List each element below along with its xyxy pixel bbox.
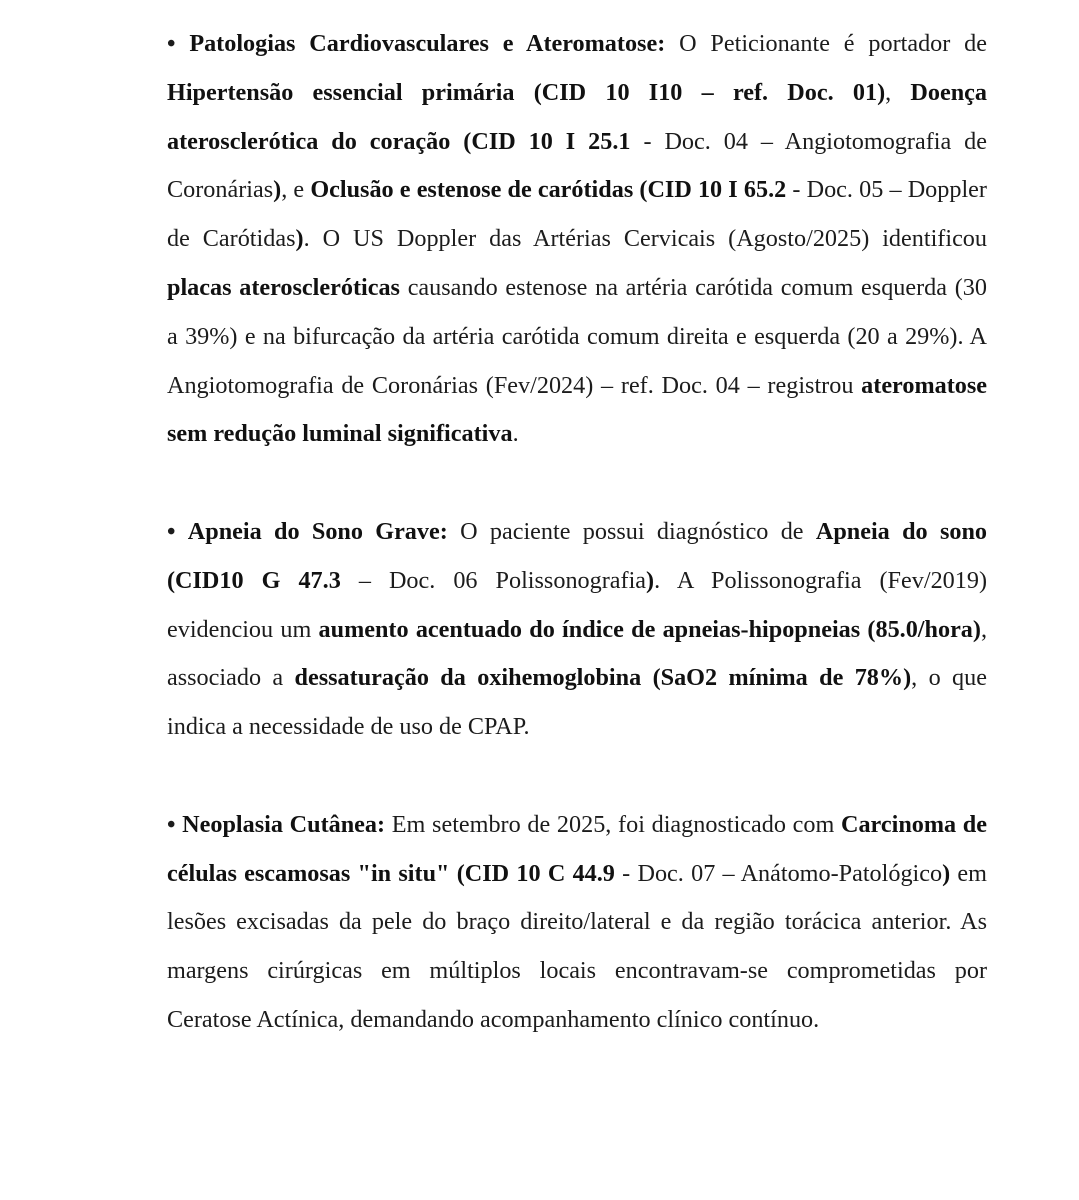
bullet-icon: • [167, 30, 176, 57]
section-heading: Neoplasia Cutânea: [182, 810, 386, 838]
bullet-icon: • [167, 810, 176, 838]
section-heading: Apneia do Sono Grave: [187, 517, 448, 545]
paragraph-cardiovascular: • Patologias Cardiovasculares e Ateromatose: O Peticionante é portador de Hipertensão essencial primária (CID 10 I10 – ref. Doc. 01), Doença aterosclerótica do coração (CID 10 I 25.1 - Doc. 04 – Angiotomografia de Coronárias), e Oclusão e estenose de carótidas (CID 10 I 65.2 - Doc. 05 – Doppler de Carótidas). O US Doppler das Artérias Cervicais (Agosto/2025) identificou placas ateroscleróticas causando estenose na artéria carótida comum esquerda (30 a 39%) e na bifurcação da artéria carótida comum direita e esquerda (20 a 29%). A Angiotomografia de Coronárias (Fev/2024) – ref. Doc. 04 – registrou ateromatose sem redução luminal significativa. [167, 30, 987, 448]
section-heading: Patologias Cardiovasculares e Ateromatose: [189, 30, 666, 57]
bullet-icon: • [167, 517, 176, 545]
document-page [167, 20, 987, 1045]
paragraph-sleep-apnea: • Apneia do Sono Grave: O paciente possui diagnóstico de Apneia do sono (CID10 G 47.3 – Doc. 06 Polissonografia). A Polissonografia (Fev/2019) evidenciou um aumento acentuado do índice de apneias-hipopneias (85.0/hora), associado a dessaturação da oxihemoglobina (SaO2 mínima de 78%), o que indica a necessidade de uso de CPAP. [167, 517, 988, 741]
paragraph-neoplasia: • Neoplasia Cutânea: Em setembro de 2025, foi diagnosticado com Carcinoma de células escamosas "in situ" (CID 10 C 44.9 - Doc. 07 – Anátomo-Patológico) em lesões excisadas da pele do braço direito/lateral e da região torácica anterior. As margens cirúrgicas em múltiplos locais encontravam-se comprometidas por Ceratose Actínica, demandando acompanhamento clínico contínuo. [167, 810, 987, 1033]
paragraph-spacer [167, 459, 987, 508]
paragraph-spacer [167, 752, 987, 801]
